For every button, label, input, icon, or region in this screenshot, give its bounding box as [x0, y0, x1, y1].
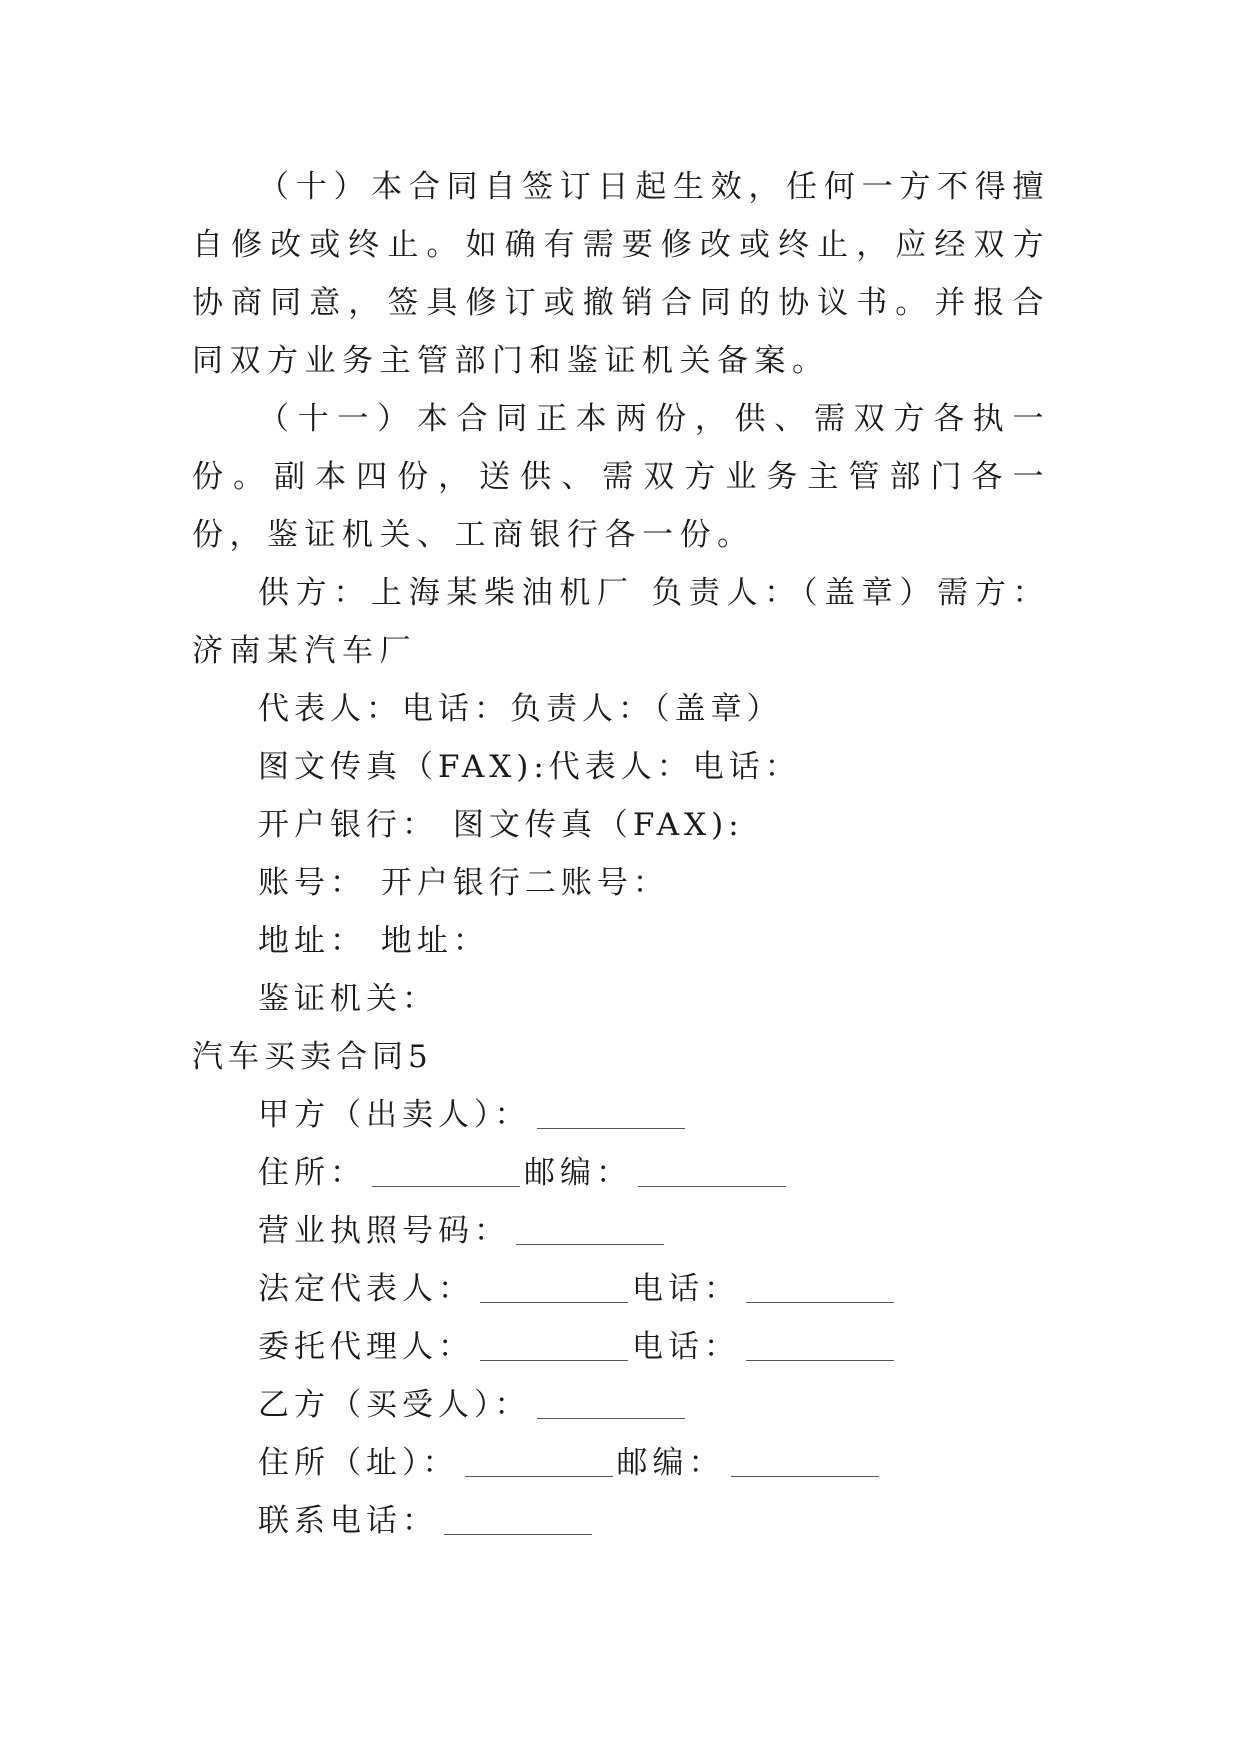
postcode-blank: [638, 1152, 786, 1187]
signature-line: 鉴证机关：: [258, 981, 438, 1017]
phone-blank: [746, 1268, 894, 1303]
address-blank: [372, 1152, 520, 1187]
party-a-blank: [537, 1094, 685, 1129]
contract-5-title: 汽车买卖合同5: [192, 1039, 433, 1075]
legal-rep-line: [192, 1260, 1050, 1318]
document-body: [192, 158, 1050, 1550]
contact-phone-line: [192, 1492, 1050, 1550]
postcode-b-blank: [731, 1442, 879, 1477]
legal-rep-blank: [480, 1268, 628, 1303]
agent-phone-label: 电话：: [632, 1329, 740, 1365]
contact-phone-label: 联系电话：: [258, 1503, 438, 1539]
business-license-label: 营业执照号码：: [258, 1213, 510, 1249]
party-b-blank: [537, 1384, 685, 1419]
address-b-label: 住所（址）：: [258, 1445, 459, 1481]
business-license-line: [192, 1202, 1050, 1260]
signature-line: 图文传真（FAX):代表人：电话：: [258, 749, 801, 785]
party-a-line: [192, 1086, 1050, 1144]
party-a-label: 甲方（出卖人）：: [258, 1097, 531, 1133]
address-label: 住所：: [258, 1155, 366, 1191]
agent-line: [192, 1318, 1050, 1376]
signature-line: 账号： 开户银行二账号：: [258, 865, 669, 901]
postcode-label: 邮编：: [524, 1155, 632, 1191]
clause-10-paragraph: （十）本合同自签订日起生效，任何一方不得擅自修改或终止。如确有需要修改或终止，应经双方协商同意，签具修订或撤销合同的协议书。并报合同双方业务主管部门和鉴证机关备案。: [192, 169, 1050, 379]
signature-line: 代表人：电话：负责人：（盖章）: [258, 691, 783, 727]
signature-line: 地址： 地址：: [258, 923, 489, 959]
address-line: [192, 1144, 1050, 1202]
clause-11-paragraph: （十一）本合同正本两份，供、需双方各执一份。副本四份，送供、需双方业务主管部门各一份，鉴证机关、工商银行各一份。: [192, 401, 1050, 553]
phone-label: 电话：: [632, 1271, 740, 1307]
address-b-line: [192, 1434, 1050, 1492]
agent-phone-blank: [746, 1326, 894, 1361]
postcode-b-label: 邮编：: [616, 1445, 725, 1481]
legal-rep-label: 法定代表人：: [258, 1271, 474, 1307]
party-b-label: 乙方（买受人）：: [258, 1387, 531, 1423]
agent-label: 委托代理人：: [258, 1329, 474, 1365]
address-b-blank: [465, 1442, 613, 1477]
business-license-blank: [516, 1210, 664, 1245]
signature-line: 开户银行： 图文传真（FAX):: [258, 807, 744, 843]
agent-blank: [480, 1326, 628, 1361]
party-b-line: [192, 1376, 1050, 1434]
contact-phone-blank: [444, 1500, 592, 1535]
parties-paragraph: 供方：上海某柴油机厂 负责人：（盖章）需方：济南某汽车厂: [192, 575, 1050, 669]
